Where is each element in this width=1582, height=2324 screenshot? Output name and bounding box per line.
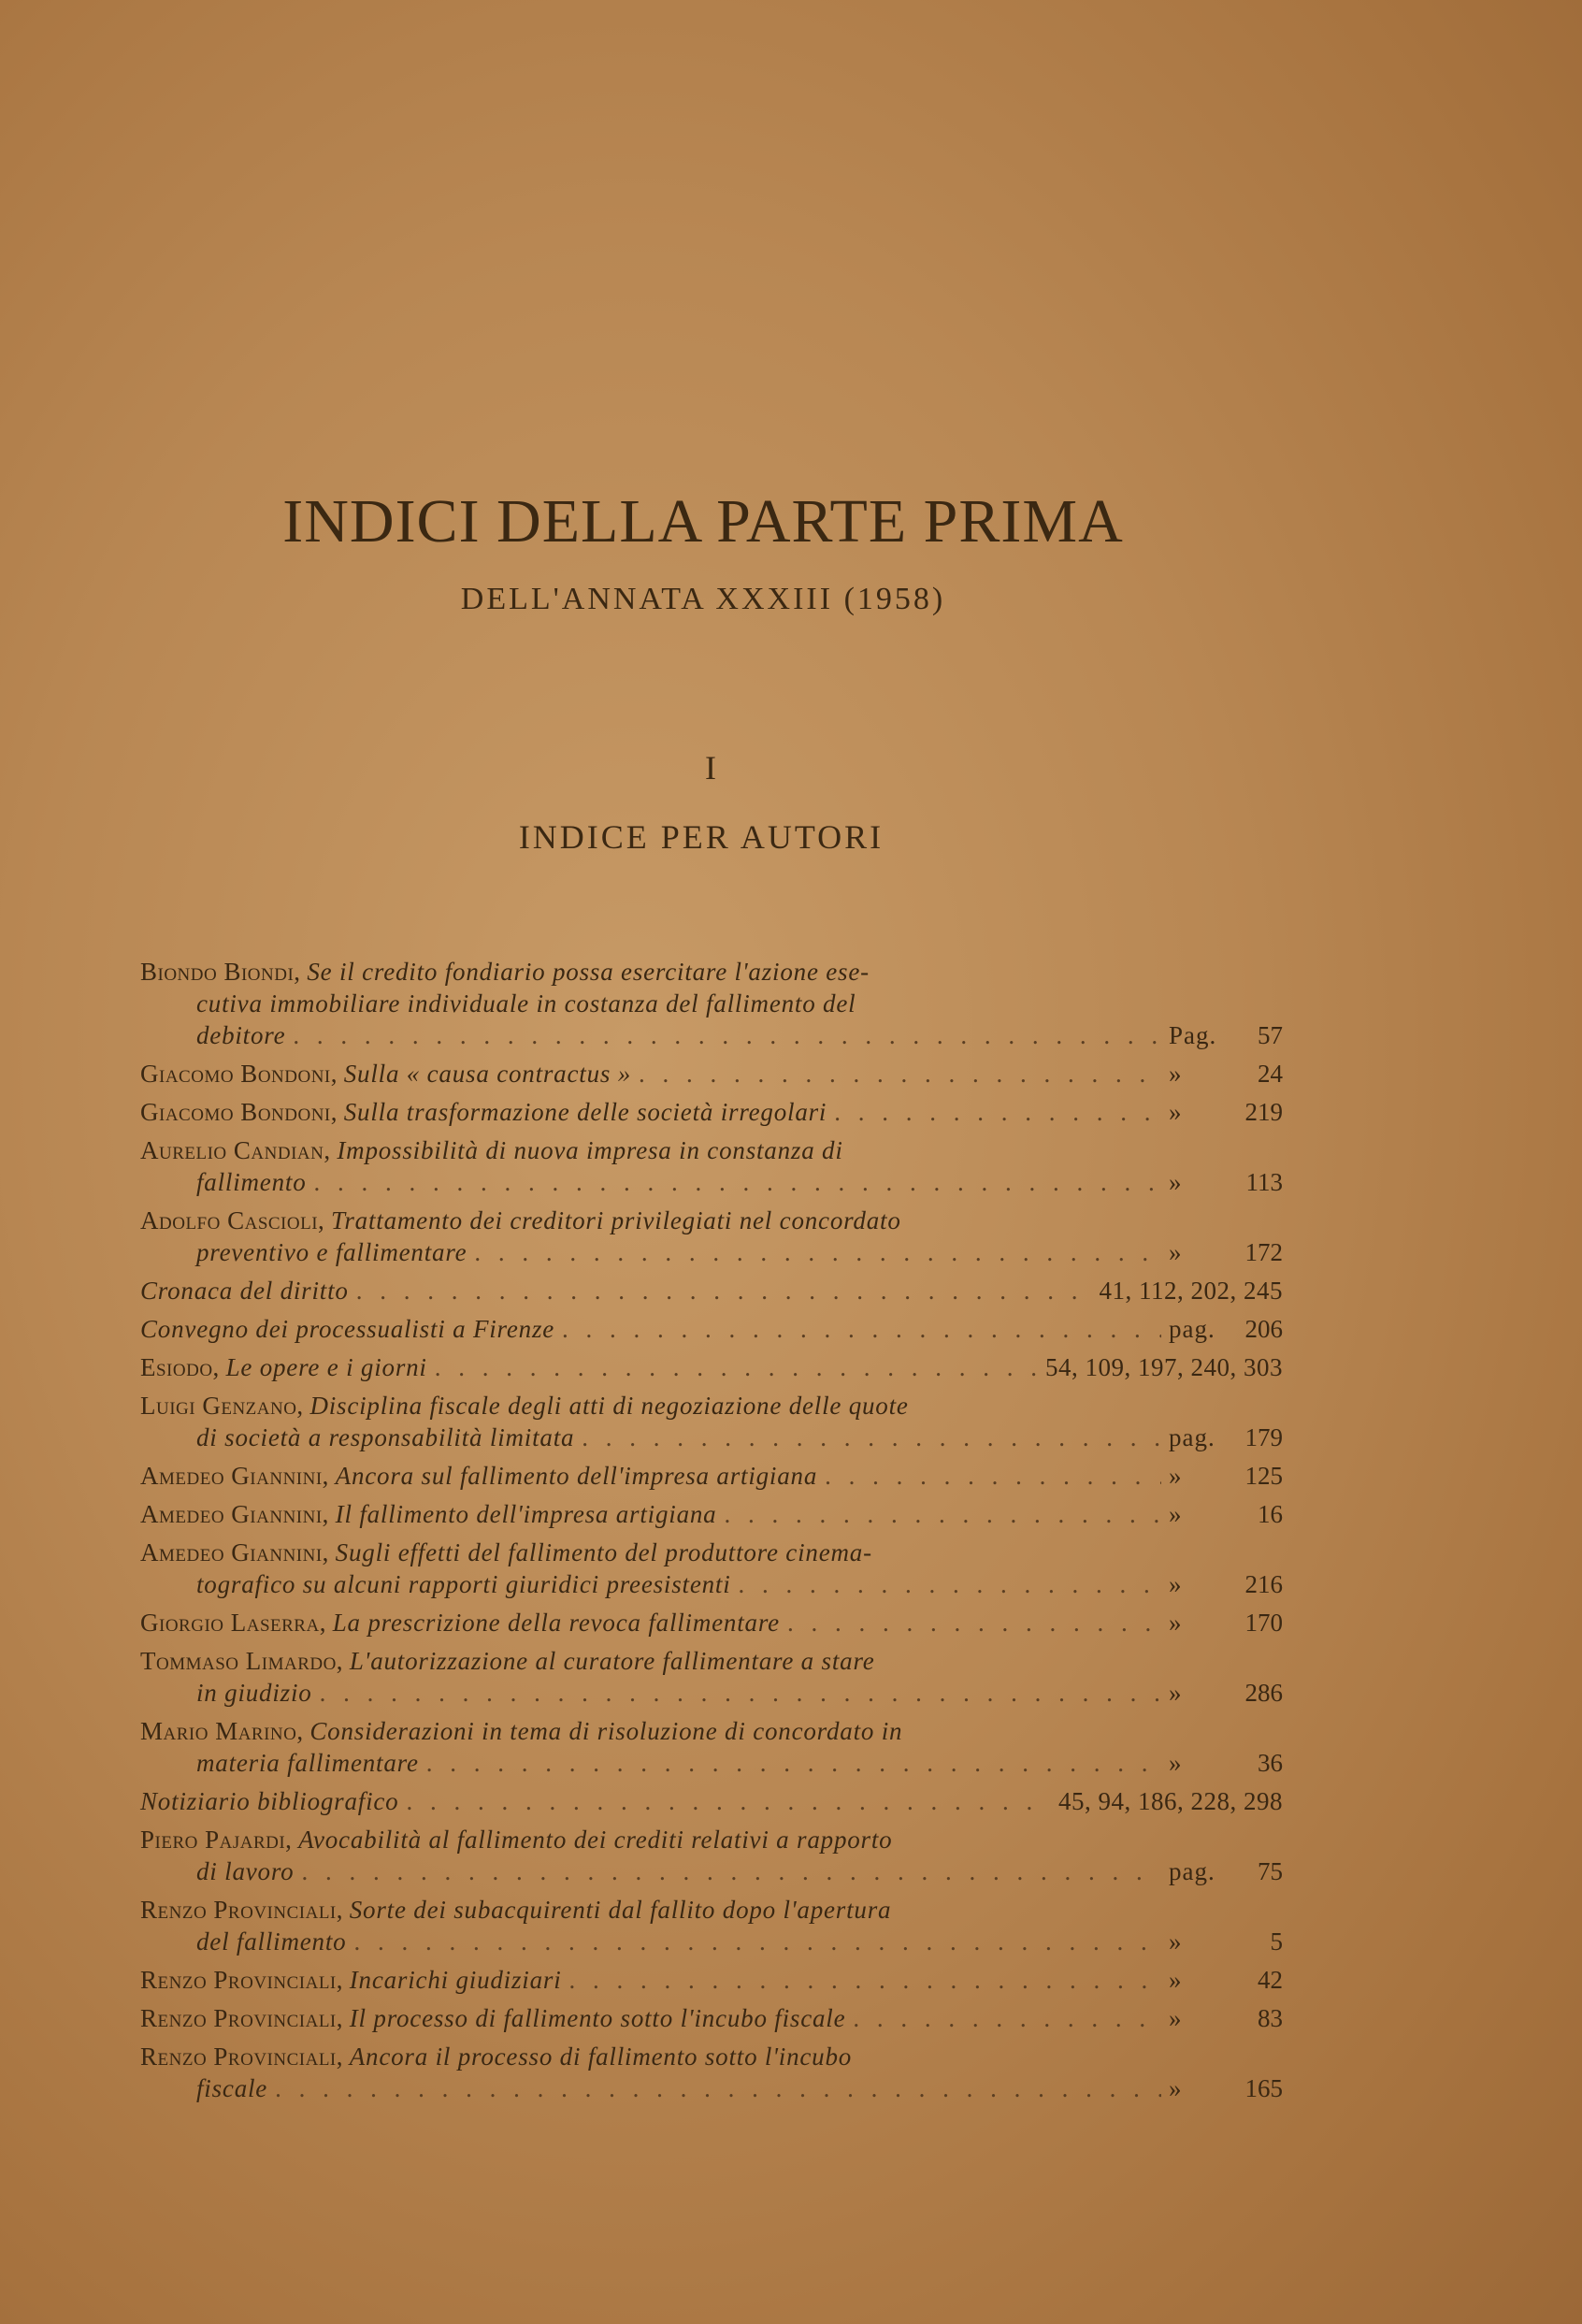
entry-author: Adolfo Cascioli,	[140, 1206, 325, 1234]
entry-page-abbr: pag.	[1169, 1857, 1215, 1885]
index-entry	[140, 1096, 1283, 1128]
author-index-list	[140, 956, 1283, 2111]
entry-author: Tommaso Limardo,	[140, 1647, 344, 1675]
entry-line	[140, 1894, 1283, 1926]
section-number: I	[705, 749, 716, 787]
entry-title: Sorte dei subacquirenti dal fallito dopo l'apertura	[349, 1896, 892, 1924]
entry-title: materia fallimentare	[196, 1749, 419, 1777]
dot-leader	[275, 2072, 1161, 2104]
entry-page-abbr: »	[1169, 2004, 1183, 2032]
entry-title: Trattamento dei creditori privilegiati nel concordato	[331, 1206, 901, 1234]
entry-line	[140, 1166, 1283, 1198]
entry-line	[140, 1964, 1283, 1996]
dot-leader	[739, 1568, 1161, 1600]
entry-line	[140, 1313, 1283, 1345]
entry-title: Sugli effetti del fallimento del produttore cinema-	[335, 1538, 872, 1566]
entry-title: del fallimento	[196, 1927, 347, 1956]
entry-title: in giudizio	[196, 1679, 312, 1707]
dot-leader	[435, 1351, 1038, 1383]
entry-line	[140, 1824, 1283, 1855]
entry-page-number: 125	[1244, 1462, 1283, 1490]
entry-page-number: 57	[1258, 1021, 1283, 1049]
dot-leader	[314, 1166, 1162, 1198]
entry-page-abbr: »	[1169, 1966, 1183, 1994]
index-entry	[140, 1313, 1283, 1345]
page-subtitle: DELL'ANNATA XXXIII (1958)	[460, 582, 946, 616]
entry-page-number: 83	[1258, 2004, 1283, 2032]
dot-leader	[426, 1747, 1161, 1779]
page-title: INDICI DELLA PARTE PRIMA	[282, 487, 1124, 556]
entry-line	[140, 1498, 1283, 1530]
entry-line	[140, 1422, 1283, 1453]
entry-page-abbr: »	[1169, 2074, 1183, 2102]
entry-page-number: 42	[1258, 1966, 1283, 1994]
entry-author: Aurelio Candian,	[140, 1136, 331, 1164]
entry-title: Avocabilità al fallimento dei crediti relativi a rapporto	[298, 1826, 893, 1854]
entry-page-number: 16	[1258, 1500, 1283, 1528]
index-entry	[140, 1460, 1283, 1492]
entry-page-number: 24	[1258, 1060, 1283, 1088]
entry-page-number: 5	[1270, 1927, 1283, 1956]
entry-page-number: 75	[1258, 1857, 1283, 1885]
entry-line	[140, 1926, 1283, 1957]
entry-title: Convegno dei processualisti a Firenze	[140, 1315, 555, 1343]
entry-page-abbr: »	[1169, 1168, 1183, 1196]
entry-line	[140, 1390, 1283, 1422]
entry-title: La prescrizione della revoca fallimentare	[332, 1609, 780, 1637]
entry-line	[140, 1607, 1283, 1638]
entry-page-number: 219	[1244, 1098, 1283, 1126]
entry-page-number: 172	[1244, 1238, 1283, 1266]
entry-author: Amedeo Giannini,	[140, 1462, 329, 1490]
entry-title: Cronaca del diritto	[140, 1277, 349, 1305]
entry-author: Renzo Provinciali,	[140, 1896, 343, 1924]
entry-author: Esiodo,	[140, 1353, 220, 1381]
entry-title: Se il credito fondiario possa esercitare l'azione ese-	[307, 958, 870, 986]
entry-page-abbr: »	[1169, 1238, 1183, 1266]
index-entry	[140, 1205, 1283, 1268]
index-entry	[140, 1134, 1283, 1198]
entry-page-number: 170	[1244, 1609, 1283, 1637]
entry-page-abbr: »	[1169, 1679, 1183, 1707]
entry-page-abbr: »	[1169, 1609, 1183, 1637]
entry-title: Sulla trasformazione delle società irregolari	[343, 1098, 827, 1126]
entry-line	[140, 1715, 1283, 1747]
index-entry	[140, 2041, 1283, 2104]
entry-line	[140, 2002, 1283, 2034]
dot-leader	[406, 1785, 1051, 1817]
index-entry	[140, 2002, 1283, 2034]
entry-line	[140, 1677, 1283, 1709]
dot-leader	[320, 1677, 1161, 1709]
entry-page-number: 179	[1244, 1423, 1283, 1451]
index-entry	[140, 1390, 1283, 1453]
entry-title: di lavoro	[196, 1857, 295, 1885]
dot-leader	[825, 1460, 1161, 1492]
entry-author: Amedeo Giannini,	[140, 1500, 329, 1528]
entry-page-number: 216	[1244, 1570, 1283, 1598]
index-entry	[140, 956, 1283, 1051]
entry-line	[140, 2041, 1283, 2072]
index-entry	[140, 1824, 1283, 1887]
entry-page-number: 206	[1244, 1315, 1283, 1343]
entry-line	[140, 1019, 1283, 1051]
entry-line	[140, 1855, 1283, 1887]
dot-leader	[356, 1275, 1092, 1306]
entry-title: debitore	[196, 1021, 286, 1049]
entry-line	[140, 1236, 1283, 1268]
entry-page-number: 113	[1245, 1168, 1283, 1196]
entry-author: Giacomo Bondoni,	[140, 1098, 338, 1126]
entry-page-number: 286	[1244, 1679, 1283, 1707]
entry-title: fiscale	[196, 2074, 268, 2102]
entry-page-abbr: »	[1169, 1098, 1183, 1126]
entry-title: tografico su alcuni rapporti giuridici preesistenti	[196, 1570, 731, 1598]
entry-page-abbr: pag.	[1169, 1315, 1215, 1343]
entry-author: Renzo Provinciali,	[140, 1966, 343, 1994]
dot-leader	[474, 1236, 1161, 1268]
dot-leader	[724, 1498, 1161, 1530]
entry-title: preventivo e fallimentare	[196, 1238, 467, 1266]
entry-line	[140, 1537, 1283, 1568]
entry-title: Incarichi giudiziari	[349, 1966, 562, 1994]
index-entry	[140, 1964, 1283, 1996]
entry-title: di società a responsabilità limitata	[196, 1423, 575, 1451]
entry-title: Le opere e i giorni	[225, 1353, 427, 1381]
entry-line	[140, 1351, 1283, 1383]
entry-line	[140, 1096, 1283, 1128]
index-entry	[140, 1785, 1283, 1817]
dot-leader	[639, 1058, 1161, 1090]
entry-author: Piero Pajardi,	[140, 1826, 293, 1854]
entry-page-abbr: pag.	[1169, 1423, 1215, 1451]
entry-title: Il processo di fallimento sotto l'incubo fiscale	[349, 2004, 846, 2032]
entry-pages: 54, 109, 197, 240, 303	[1045, 1353, 1283, 1381]
dot-leader	[787, 1607, 1161, 1638]
entry-page-abbr: »	[1169, 1500, 1183, 1528]
entry-pages: 45, 94, 186, 228, 298	[1058, 1787, 1283, 1815]
entry-author: Biondo Biondi,	[140, 958, 301, 986]
entry-page-abbr: »	[1169, 1927, 1183, 1956]
entry-line	[140, 1205, 1283, 1236]
entry-line	[140, 1785, 1283, 1817]
dot-leader	[853, 2002, 1161, 2034]
dot-leader	[569, 1964, 1162, 1996]
index-entry	[140, 1275, 1283, 1306]
entry-title: Disciplina fiscale degli atti di negoziazione delle quote	[309, 1392, 909, 1420]
index-entry	[140, 1498, 1283, 1530]
entry-author: Renzo Provinciali,	[140, 2043, 343, 2071]
entry-title: Sulla « causa contractus »	[343, 1060, 632, 1088]
index-entry	[140, 1607, 1283, 1638]
index-entry	[140, 1894, 1283, 1957]
entry-pages: 41, 112, 202, 245	[1099, 1277, 1283, 1305]
entry-title: L'autorizzazione al curatore fallimentare a stare	[349, 1647, 875, 1675]
entry-title: Considerazioni in tema di risoluzione di concordato in	[309, 1717, 903, 1745]
entry-title: Ancora il processo di fallimento sotto l'incubo	[349, 2043, 853, 2071]
entry-line	[140, 1275, 1283, 1306]
dot-leader	[834, 1096, 1161, 1128]
dot-leader	[582, 1422, 1161, 1453]
section-title: INDICE PER AUTORI	[518, 818, 884, 856]
index-entry	[140, 1645, 1283, 1709]
entry-title: Ancora sul fallimento dell'impresa artigiana	[335, 1462, 818, 1490]
entry-line	[140, 1645, 1283, 1677]
entry-page-number: 36	[1258, 1749, 1283, 1777]
entry-page-abbr: »	[1169, 1570, 1183, 1598]
dot-leader	[301, 1855, 1161, 1887]
entry-author: Giorgio Laserra,	[140, 1609, 326, 1637]
entry-page-number: 165	[1244, 2074, 1283, 2102]
entry-line	[140, 1134, 1283, 1166]
entry-line	[140, 2072, 1283, 2104]
entry-title: cutiva immobiliare individuale in costanza del fallimento del	[196, 989, 856, 1018]
entry-author: Mario Marino,	[140, 1717, 304, 1745]
entry-author: Renzo Provinciali,	[140, 2004, 343, 2032]
entry-line	[140, 1747, 1283, 1779]
dot-leader	[353, 1926, 1161, 1957]
dot-leader	[293, 1019, 1161, 1051]
entry-line	[140, 1568, 1283, 1600]
entry-line	[140, 988, 1283, 1019]
index-entry	[140, 1058, 1283, 1090]
entry-author: Amedeo Giannini,	[140, 1538, 329, 1566]
entry-page-abbr: Pag.	[1169, 1021, 1217, 1049]
entry-title: Il fallimento dell'impresa artigiana	[335, 1500, 717, 1528]
entry-line	[140, 956, 1283, 988]
entry-title: Notiziario bibliografico	[140, 1787, 399, 1815]
entry-author: Luigi Genzano,	[140, 1392, 304, 1420]
index-entry	[140, 1537, 1283, 1600]
entry-author: Giacomo Bondoni,	[140, 1060, 338, 1088]
dot-leader	[562, 1313, 1161, 1345]
entry-title: fallimento	[196, 1168, 307, 1196]
entry-line	[140, 1460, 1283, 1492]
entry-page-abbr: »	[1169, 1060, 1183, 1088]
entry-title: Impossibilità di nuova impresa in constanza di	[337, 1136, 843, 1164]
entry-page-abbr: »	[1169, 1749, 1183, 1777]
entry-line	[140, 1058, 1283, 1090]
entry-page-abbr: »	[1169, 1462, 1183, 1490]
index-entry	[140, 1715, 1283, 1779]
index-entry	[140, 1351, 1283, 1383]
